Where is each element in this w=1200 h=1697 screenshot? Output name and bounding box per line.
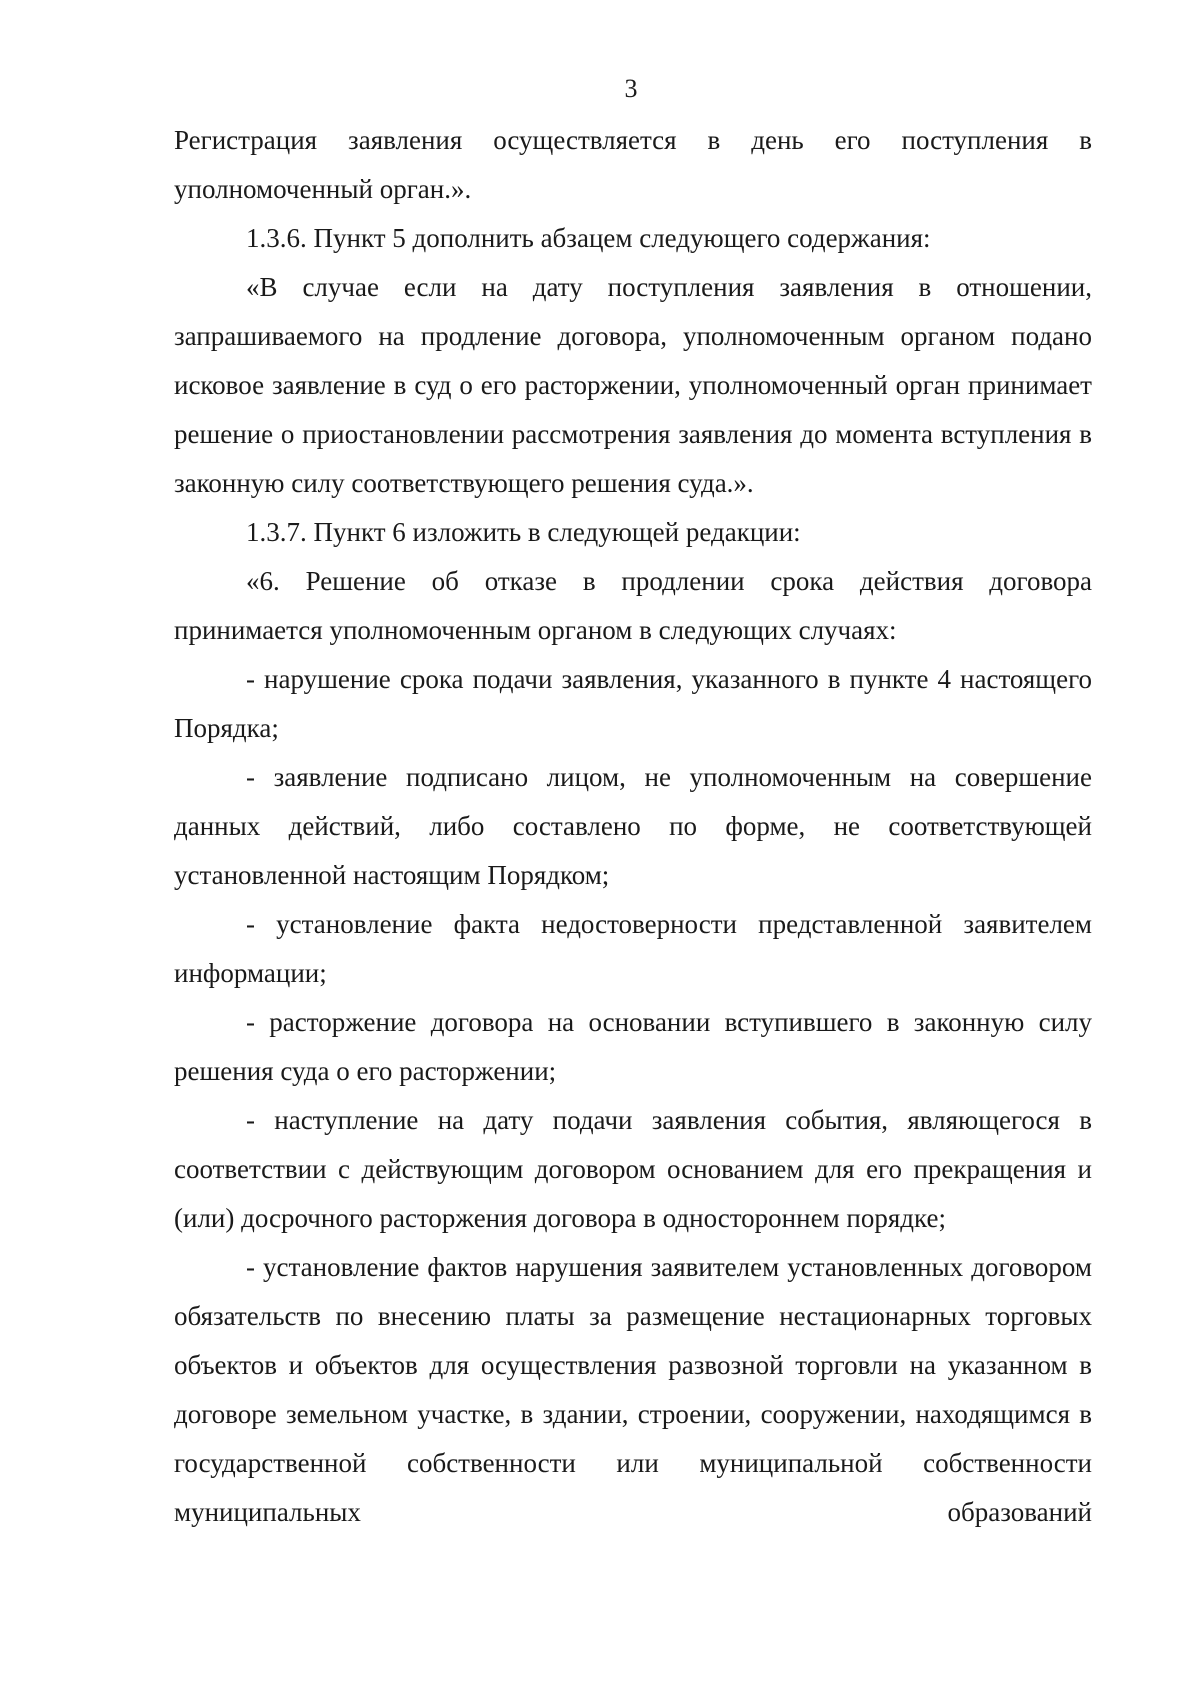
paragraph-1-3-7: 1.3.7. Пункт 6 изложить в следующей редакции: bbox=[246, 517, 801, 547]
document-body bbox=[174, 116, 1092, 1537]
list-item-termination-event: - наступление на дату подачи заявления события, являющегося в соответствии с действующим договором основанием для его прекращения и (или) досрочного расторжения договора в одностороннем порядке; bbox=[174, 1105, 1092, 1233]
paragraph-1-3-6: 1.3.6. Пункт 5 дополнить абзацем следующего содержания: bbox=[246, 223, 931, 253]
list-item-false-information: - установление факта недостоверности представленной заявителем информации; bbox=[174, 909, 1092, 988]
page-number: 3 bbox=[624, 74, 638, 103]
paragraph-registration: Регистрация заявления осуществляется в день его поступления в уполномоченный орган.». bbox=[174, 125, 1092, 204]
list-item-payment-violation: - установление фактов нарушения заявителем установленных договором обязательств по внесению платы за размещение нестационарных торговых объектов и объектов для осуществления развозной торговли на указанном в договоре земельном участке, в здании, строении, сооружении, находящимся в государственной собственности или муниципальной собственности муниципальных образований bbox=[174, 1252, 1092, 1527]
list-item-unauthorized-signature: - заявление подписано лицом, не уполномоченным на совершение данных действий, либо составлено по форме, не соответствующей установленной настоящим Порядком; bbox=[174, 762, 1092, 890]
paragraph-refusal-decision: «6. Решение об отказе в продлении срока действия договора принимается уполномоченным органом в следующих случаях: bbox=[174, 566, 1092, 645]
list-item-court-termination: - расторжение договора на основании вступившего в законную силу решения суда о его расторжении; bbox=[174, 1007, 1092, 1086]
paragraph-suspension: «В случае если на дату поступления заявления в отношении, запрашиваемого на продление договора, уполномоченным органом подано исковое заявление в суд о его расторжении, уполномоченный орган принимает решение о приостановлении рассмотрения заявления до момента вступления в законную силу соответствующего решения суда.». bbox=[174, 272, 1092, 498]
list-item-deadline-violation: - нарушение срока подачи заявления, указанного в пункте 4 настоящего Порядка; bbox=[174, 664, 1092, 743]
